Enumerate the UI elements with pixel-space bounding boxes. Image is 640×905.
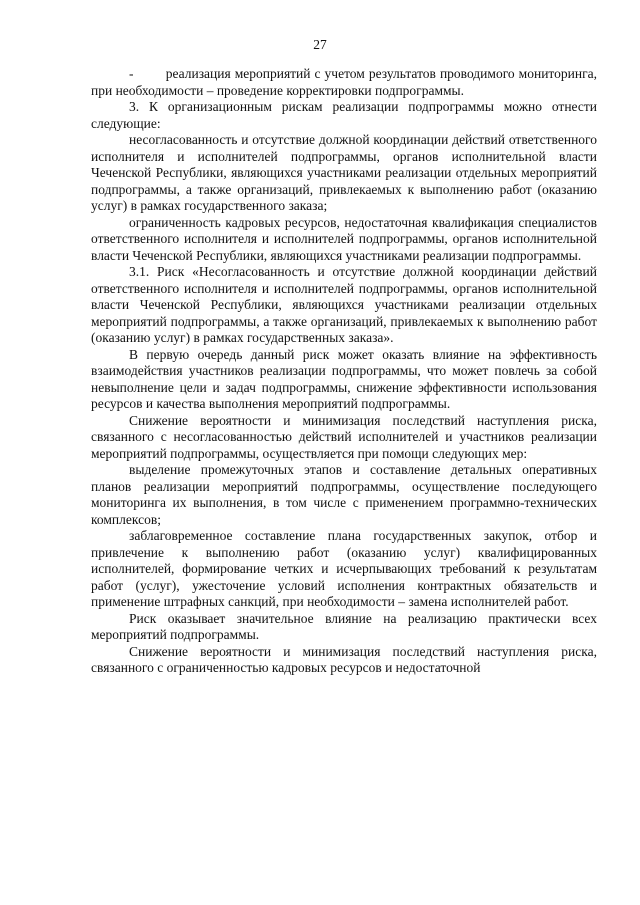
page-number: 27 xyxy=(313,37,327,52)
paragraph-mitigation-measures-intro: Снижение вероятности и минимизация последствий наступления риска, связанного с несогласованностью действий исполнителей и участников реализации мероприятий подпрограммы, осуществляется при помощи следующих мер: xyxy=(91,412,597,461)
paragraph-coordination-risk: несогласованность и отсутствие должной координации действий ответственного исполнителя и исполнителей подпрограммы, органов исполнительной власти Чеченской Республики, являющихся участниками реализации отдельных мероприятий подпрограммы, а также организаций, привлекаемых к выполнению работ (оказанию услуг) в рамках государственного заказа; xyxy=(91,132,597,213)
paragraph-risk-impact: В первую очередь данный риск может оказать влияние на эффективность взаимодействия участников реализации подпрограммы, что может повлечь за собой невыполнение цели и задач подпрограммы, снижение эффективности использования ресурсов и качества выполнения мероприятий подпрограммы. xyxy=(91,346,597,411)
paragraph-monitoring-adjustment: - реализация мероприятий с учетом результатов проводимого мониторинга, при необходимости – проведение корректировки подпрограммы. xyxy=(91,66,597,98)
paragraph-staffing-risk: ограниченность кадровых ресурсов, недостаточная квалификация специалистов ответственного исполнителя и исполнителей подпрограммы, органов исполнительной власти Чеченской Республики, являющихся участниками реализации подпрограммы. xyxy=(91,214,597,263)
paragraph-measure-procurement: заблаговременное составление плана государственных закупок, отбор и привлечение к выполнению работ (оказанию услуг) квалифицированных исполнителей, формирование четких и исчерпывающих требований к результатам работ (услуг), ужесточение условий исполнения контрактных обязательств и применение штрафных санкций, при необходимости – замена исполнителей работ. xyxy=(91,528,597,609)
paragraph-organizational-risks-intro: 3. К организационным рискам реализации подпрограммы можно отнести следующие: xyxy=(91,99,597,131)
paragraph-risk-influence: Риск оказывает значительное влияние на реализацию практически всех мероприятий подпрограммы. xyxy=(91,610,597,642)
document-body xyxy=(91,66,597,677)
paragraph-measure-planning: выделение промежуточных этапов и составление детальных оперативных планов реализации мероприятий подпрограммы, осуществление последующего мониторинга их выполнения, в том числе с применением программно-технических комплексов; xyxy=(91,462,597,527)
paragraph-risk-3-1: 3.1. Риск «Несогласованность и отсутствие должной координации действий ответственного исполнителя и исполнителей подпрограммы, органов исполнительной власти Чеченской Республики, являющихся участниками реализации отдельных мероприятий подпрограммы, а также организаций, привлекаемых к выполнению работ (оказанию услуг) в рамках государственных заказа». xyxy=(91,264,597,345)
paragraph-staffing-mitigation: Снижение вероятности и минимизация последствий наступления риска, связанного с ограниченностью кадровых ресурсов и недостаточной xyxy=(91,643,597,675)
